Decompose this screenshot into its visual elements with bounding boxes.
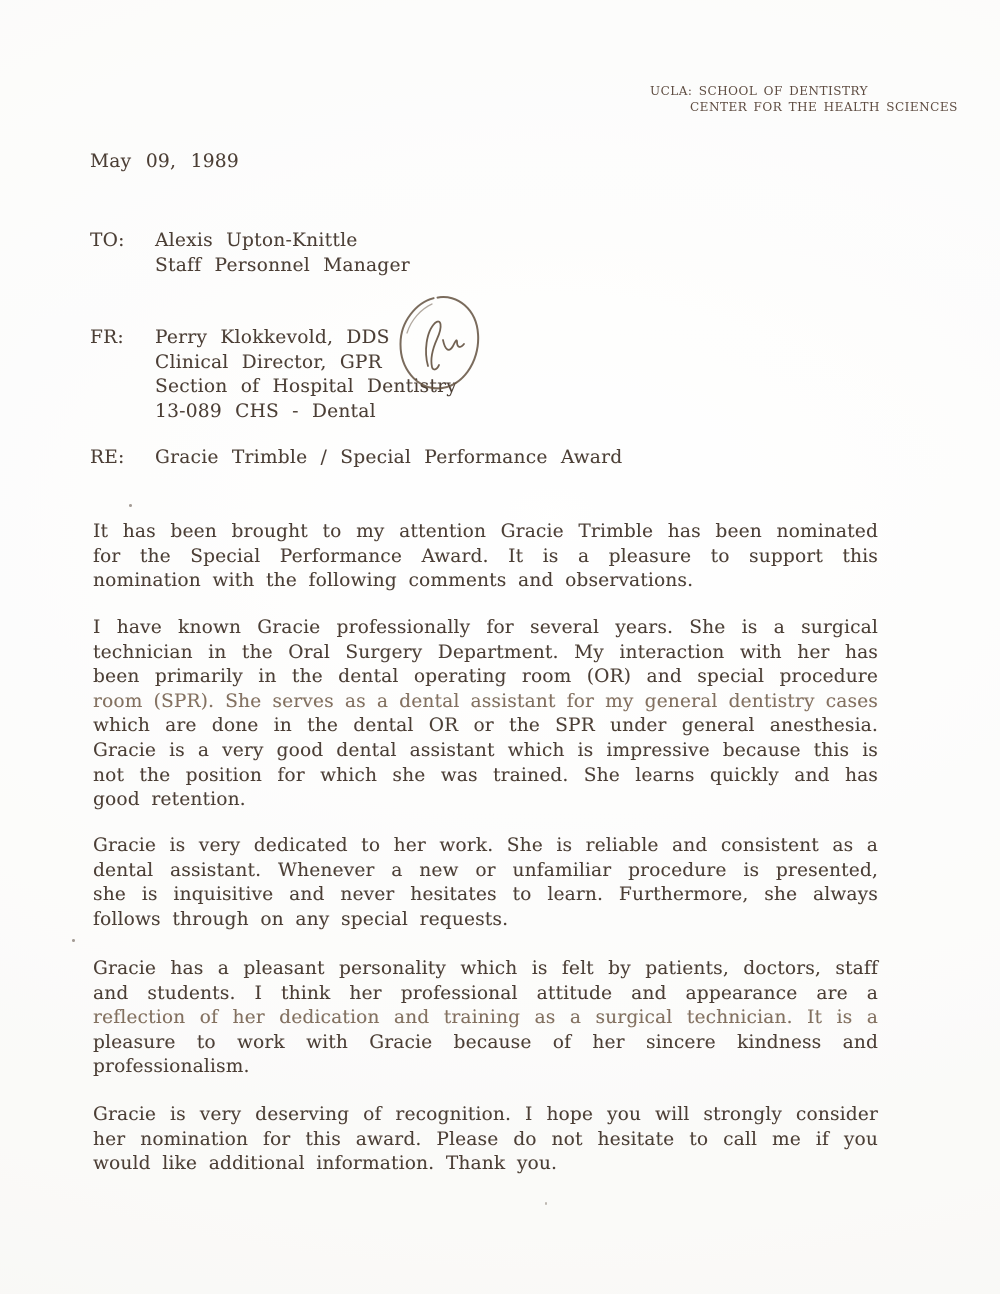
paragraph-line: I have known Gracie professionally for several years. She is a surgical xyxy=(93,617,878,638)
letterhead-line2: CENTER FOR THE HEALTH SCIENCES xyxy=(690,99,958,114)
paragraph-line: and students. I think her professional attitude and appearance are a xyxy=(93,982,878,1004)
paragraph-1 xyxy=(93,520,878,594)
paragraph-line: room (SPR). She serves as a dental assistant for my general dentistry cases xyxy=(93,690,878,712)
paragraph-line: Gracie is very dedicated to her work. She is reliable and consistent as a xyxy=(93,835,878,856)
letterhead xyxy=(650,84,958,115)
paragraph-line: Gracie has a pleasant personality which is felt by patients, doctors, staff xyxy=(93,958,878,979)
paragraph-2 xyxy=(93,616,878,813)
fr-block xyxy=(90,326,790,424)
address-line: Perry Klokkevold, DDS xyxy=(155,327,390,348)
scan-speck xyxy=(72,939,75,942)
paragraph-3 xyxy=(93,834,878,932)
paragraph-line: not the position for which she was trained. She learns quickly and has xyxy=(93,764,878,786)
address-line: Section of Hospital Dentistry xyxy=(155,376,457,398)
address-line: Staff Personnel Manager xyxy=(155,254,410,276)
address-line: Alexis Upton-Knittle xyxy=(155,230,358,251)
paragraph-line: for the Special Performance Award. It is a pleasure to support this xyxy=(93,545,878,567)
paragraph-line: pleasure to work with Gracie because of her sincere kindness and xyxy=(93,1031,878,1053)
letterhead-line1: UCLA: SCHOOL OF DENTISTRY xyxy=(650,84,869,98)
re-block xyxy=(90,446,790,471)
address-line: Clinical Director, GPR xyxy=(155,351,382,373)
paragraph-line: Gracie is a very good dental assistant which is impressive because this is xyxy=(93,739,878,761)
re-label: RE: xyxy=(90,447,125,468)
to-content xyxy=(155,229,790,278)
paragraph-line: she is inquisitive and never hesitates to learn. Furthermore, she always xyxy=(93,884,878,906)
scan-speck xyxy=(545,1202,547,1205)
paragraph-4 xyxy=(93,957,878,1080)
paragraph-line: technician in the Oral Surgery Department. My interaction with her has xyxy=(93,641,878,663)
paragraph-line: follows through on any special requests. xyxy=(93,908,509,930)
fr-label: FR: xyxy=(90,327,124,348)
to-block xyxy=(90,229,790,278)
paragraph-line: her nomination for this award. Please do not hesitate to call me if you xyxy=(93,1128,878,1150)
paragraph-line: dental assistant. Whenever a new or unfamiliar procedure is presented, xyxy=(93,859,878,881)
fr-content xyxy=(155,326,790,424)
paragraph-line: It has been brought to my attention Gracie Trimble has been nominated xyxy=(93,521,878,542)
paragraph-line: professionalism. xyxy=(93,1056,250,1078)
paragraph-line: been primarily in the dental operating room (OR) and special procedure xyxy=(93,666,878,688)
paragraph-line: nomination with the following comments and observations. xyxy=(93,570,694,592)
scan-speck xyxy=(129,504,132,507)
paragraph-line: reflection of her dedication and training as a surgical technician. It is a xyxy=(93,1007,878,1029)
date-line: May 09, 1989 xyxy=(90,151,239,172)
paragraph-line: which are done in the dental OR or the SPR under general anesthesia. xyxy=(93,715,878,737)
paragraph-line: would like additional information. Thank you. xyxy=(93,1153,558,1175)
address-line: 13-089 CHS - Dental xyxy=(155,400,376,422)
paragraph-line: good retention. xyxy=(93,789,246,811)
to-label: TO: xyxy=(90,230,125,251)
re-subject: Gracie Trimble / Special Performance Award xyxy=(155,447,623,468)
paragraph-5 xyxy=(93,1103,878,1177)
paragraph-line: Gracie is very deserving of recognition. I hope you will strongly consider xyxy=(93,1104,878,1125)
